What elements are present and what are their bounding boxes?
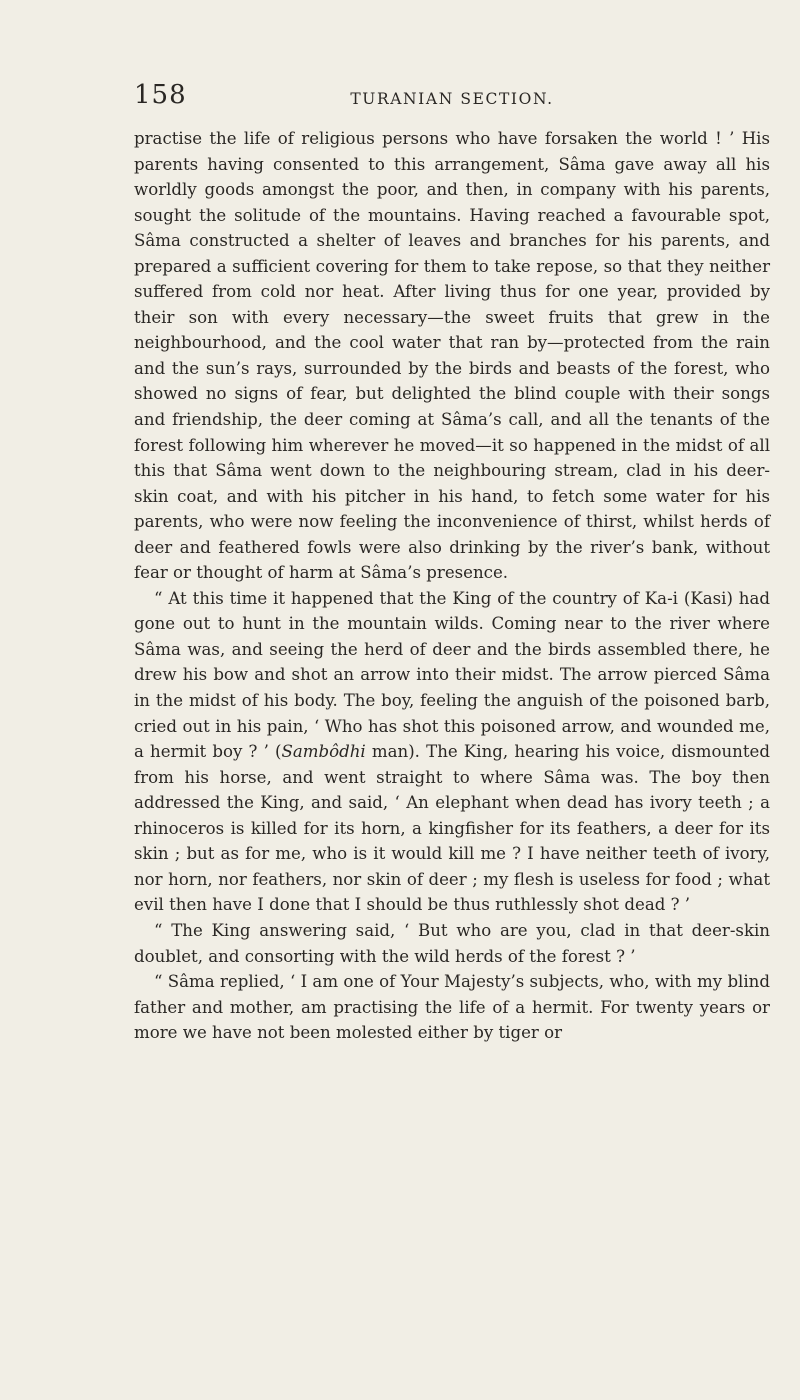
italic-term: Sambôdhi: [281, 742, 366, 762]
paragraph: [134, 969, 770, 1046]
body-text: [134, 126, 770, 1046]
paragraph: [134, 586, 770, 918]
paragraph: [134, 126, 770, 586]
paragraph-text: practise the life of religious persons who have forsaken the world ! ’ His parents having consented to this arrangement, Sâma gave away all his worldly goods amongst the poor, and then, in company with his parents, sought the solitude of the mountains. Having reached a favourable spot, Sâma constructed a shelter of leaves and branches for his parents, and prepared a sufficient covering for them to take repose, so that they neither suffered from cold nor heat. After living thus for one year, provided by their son with every necessary—the sweet fruits that grew in the neighbourhood, and the cool water that ran by—protected from the rain and the sun’s rays, surrounded by the birds and beasts of the forest, who showed no signs of fear, but delighted the blind couple with their songs and friendship, the deer coming at Sâma’s call, and all the tenants of the forest following him wherever he moved—it so happened in the midst of all this that Sâma went down to the neighbouring stream, clad in his deer-skin coat, and with his pitcher in his hand, to fetch some water for his parents, who were now feeling the inconvenience of thirst, whilst herds of deer and feathered fowls were also drinking by the river’s bank, without fear or thought of harm at Sâma’s presence.: [134, 129, 770, 583]
paragraph-text: “ The King answering said, ‘ But who are you, clad in that deer-skin doublet, and consorting with the wild herds of the forest ? ’: [134, 920, 770, 966]
paragraph-text: “ At this time it happened that the King of the country of Ka-i (Kasi) had gone out to hunt in the mountain wilds. Coming near to the river where Sâma was, and seeing the herd of deer and the birds assembled there, he drew his bow and shot an arrow into their midst. The arrow pierced Sâma in the midst of his body. The boy, feeling the anguish of the poisoned barb, cried out in his pain, ‘ Who has shot this poisoned arrow, and wounded me, a hermit boy ? ’ (: [134, 588, 770, 762]
paragraph-text: “ Sâma replied, ‘ I am one of Your Majesty’s subjects, who, with my blind father and mother, am practising the life of a hermit. For twenty years or more we have not been molested either by tiger or: [134, 972, 770, 1043]
running-head: [134, 80, 770, 116]
page-number: 158: [134, 80, 187, 110]
section-title: TURANIAN SECTION.: [350, 90, 554, 108]
paragraph: [134, 918, 770, 969]
paragraph-text: man). The King, hearing his voice, dismounted from his horse, and went straight to where Sâma was. The boy then addressed the King, and said, ‘ An elephant when dead has ivory teeth ; a rhinoceros is killed for its horn, a kingfisher for its feathers, a deer for its skin ; but as for me, who is it would kill me ? I have neither teeth of ivory, nor horn, nor feathers, nor skin of deer ; my flesh is useless for food ; what evil then have I done that I should be thus ruthlessly shot dead ? ’: [134, 742, 770, 915]
